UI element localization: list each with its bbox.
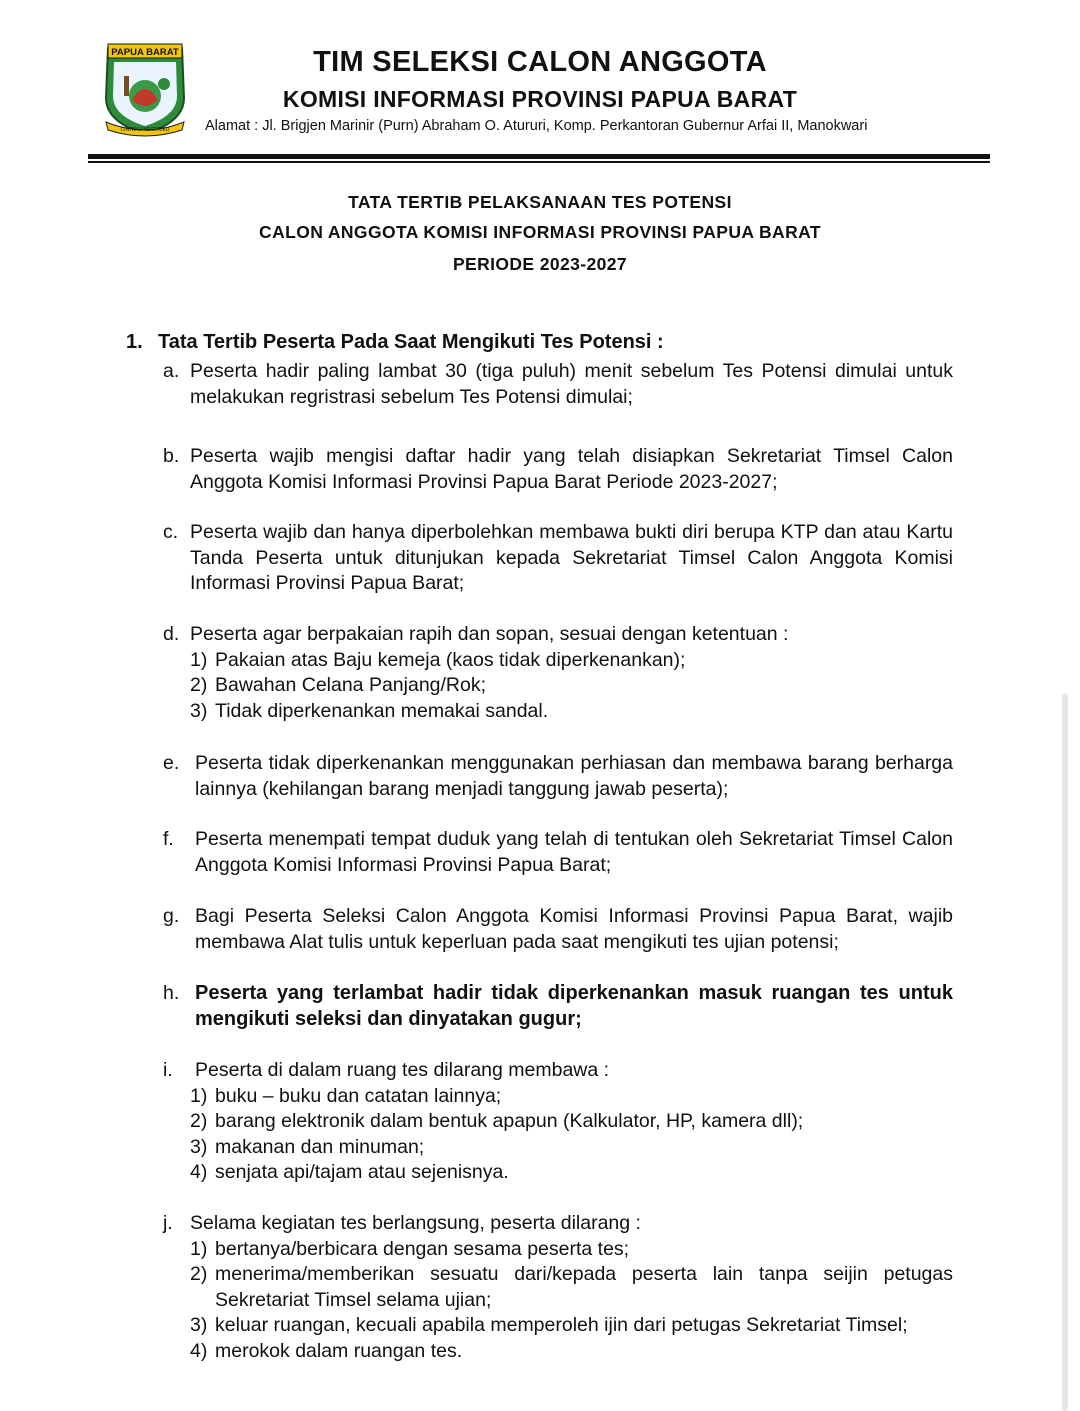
sub-item — [190, 1339, 953, 1365]
sub-item — [190, 699, 953, 725]
sub-item — [190, 1084, 953, 1110]
sub-item — [190, 1109, 953, 1135]
doc-title-line2: CALON ANGGOTA KOMISI INFORMASI PROVINSI PAPUA BARAT — [259, 222, 821, 242]
rule-item-a — [163, 359, 953, 410]
item-text: Peserta tidak diperkenankan menggunakan perhiasan dan membawa barang berharga lainnya (kehilangan barang menjadi tanggung jawab peserta); — [195, 752, 953, 800]
sub-item-number: 2) — [190, 1110, 208, 1132]
sub-item — [190, 673, 953, 699]
item-label: f. — [163, 828, 174, 850]
sub-item-number: 3) — [190, 1314, 208, 1336]
sub-item — [190, 1313, 953, 1339]
sub-item-text: senjata api/tajam atau sejenisnya. — [215, 1161, 509, 1183]
logo-ribbon-text: CINTAKU NEGERIKU — [120, 127, 170, 133]
sub-item-text: buku – buku dan catatan lainnya; — [215, 1084, 502, 1107]
rule-item-f — [163, 827, 953, 878]
sub-item-text: bertanya/berbicara dengan sesama peserta tes; — [215, 1237, 630, 1260]
item-label: g. — [163, 905, 180, 927]
sub-item-number: 3) — [190, 699, 208, 722]
sub-item-number: 4) — [190, 1339, 208, 1362]
sub-item-number: 2) — [190, 1263, 208, 1285]
item-text: Peserta wajib mengisi daftar hadir yang telah disiapkan Sekretariat Timsel Calon Anggota Komisi Informasi Provinsi Papua Barat Periode 2023-2027; — [190, 445, 953, 493]
papua-barat-emblem — [100, 38, 190, 138]
item-label: c. — [163, 521, 179, 543]
item-text: Peserta yang terlambat hadir tidak diperkenankan masuk ruangan tes untuk mengikuti seleksi dan dinyatakan gugur; — [195, 982, 953, 1030]
section-heading-text: Tata Tertib Peserta Pada Saat Mengikuti Tes Potensi : — [158, 331, 664, 353]
rule-item-i — [163, 1058, 953, 1186]
item-text: Peserta menempati tempat duduk yang telah di tentukan oleh Sekretariat Timsel Calon Anggota Komisi Informasi Provinsi Papua Barat; — [195, 828, 953, 876]
item-label: d. — [163, 623, 180, 645]
rule-item-j — [163, 1211, 953, 1364]
item-label: j. — [163, 1212, 173, 1234]
address-line: Alamat : Jl. Brigjen Marinir (Purn) Abraham O. Atururi, Komp. Perkantoran Gubernur Arfai II, Manokwari — [205, 118, 868, 134]
sub-item-text: keluar ruangan, kecuali apabila memperoleh ijin dari petugas Sekretariat Timsel; — [215, 1314, 908, 1336]
item-text: Selama kegiatan tes berlangsung, peserta dilarang : — [190, 1212, 641, 1234]
sub-item-text: Tidak diperkenankan memakai sandal. — [215, 699, 549, 722]
section-heading — [126, 331, 664, 354]
item-label: h. — [163, 982, 180, 1004]
item-text: Peserta agar berpakaian rapih dan sopan, sesuai dengan ketentuan : — [190, 623, 789, 645]
rule-item-b — [163, 444, 953, 495]
section-number: 1. — [126, 331, 143, 353]
logo-banner-text: PAPUA BARAT — [111, 47, 179, 58]
header-rule-thin — [88, 161, 990, 163]
sub-item — [190, 1237, 953, 1263]
item-text: Peserta wajib dan hanya diperbolehkan membawa bukti diri berupa KTP dan atau Kartu Tanda Peserta untuk ditunjukan kepada Sekretariat Timsel Calon Anggota Komisi Informasi Provinsi Papua Barat; — [190, 521, 953, 594]
rule-item-c — [163, 520, 953, 597]
doc-title-line1: TATA TERTIB PELAKSANAAN TES POTENSI — [348, 192, 732, 212]
sub-item — [190, 1160, 953, 1186]
doc-title-line3: PERIODE 2023-2027 — [452, 254, 628, 274]
item-label: e. — [163, 752, 180, 774]
sub-item-text: Pakaian atas Baju kemeja (kaos tidak diperkenankan); — [215, 648, 686, 671]
sub-item — [190, 1135, 953, 1161]
org-name-line2: KOMISI INFORMASI PROVINSI PAPUA BARAT — [282, 86, 798, 112]
sub-item — [190, 1262, 953, 1313]
header-rule-thick — [88, 154, 990, 159]
sub-item-text: Bawahan Celana Panjang/Rok; — [215, 674, 487, 696]
rule-item-g — [163, 904, 953, 955]
item-label: b. — [163, 445, 180, 467]
rule-item-d — [163, 622, 953, 724]
item-text: Peserta hadir paling lambat 30 (tiga puluh) menit sebelum Tes Potensi dimulai untuk melakukan regristrasi sebelum Tes Potensi dimulai; — [190, 360, 953, 408]
rule-item-h — [163, 981, 953, 1032]
sub-item-number: 3) — [190, 1135, 208, 1158]
item-label: i. — [163, 1059, 173, 1081]
org-name-line1: TIM SELEKSI CALON ANGGOTA — [313, 46, 767, 78]
sub-item-text: barang elektronik dalam bentuk apapun (Kalkulator, HP, kamera dll); — [215, 1110, 804, 1132]
sub-item — [190, 648, 953, 674]
scrollbar[interactable] — [1062, 693, 1068, 1411]
sub-item-number: 1) — [190, 1084, 208, 1107]
sub-item-number: 1) — [190, 1237, 208, 1260]
sub-item-number: 2) — [190, 674, 208, 696]
item-text: Peserta di dalam ruang tes dilarang membawa : — [195, 1059, 610, 1081]
sub-item-number: 4) — [190, 1161, 208, 1183]
sub-item-text: makanan dan minuman; — [215, 1135, 425, 1158]
item-text: Bagi Peserta Seleksi Calon Anggota Komisi Informasi Provinsi Papua Barat, wajib membawa Alat tulis untuk keperluan pada saat mengikuti tes ujian potensi; — [195, 905, 953, 953]
sub-item-text: menerima/memberikan sesuatu dari/kepada peserta lain tanpa seijin petugas Sekretariat Timsel selama ujian; — [215, 1263, 953, 1311]
rule-item-e — [163, 751, 953, 802]
sub-item-text: merokok dalam ruangan tes. — [215, 1339, 463, 1362]
sub-item-number: 1) — [190, 648, 208, 671]
item-label: a. — [163, 360, 180, 382]
